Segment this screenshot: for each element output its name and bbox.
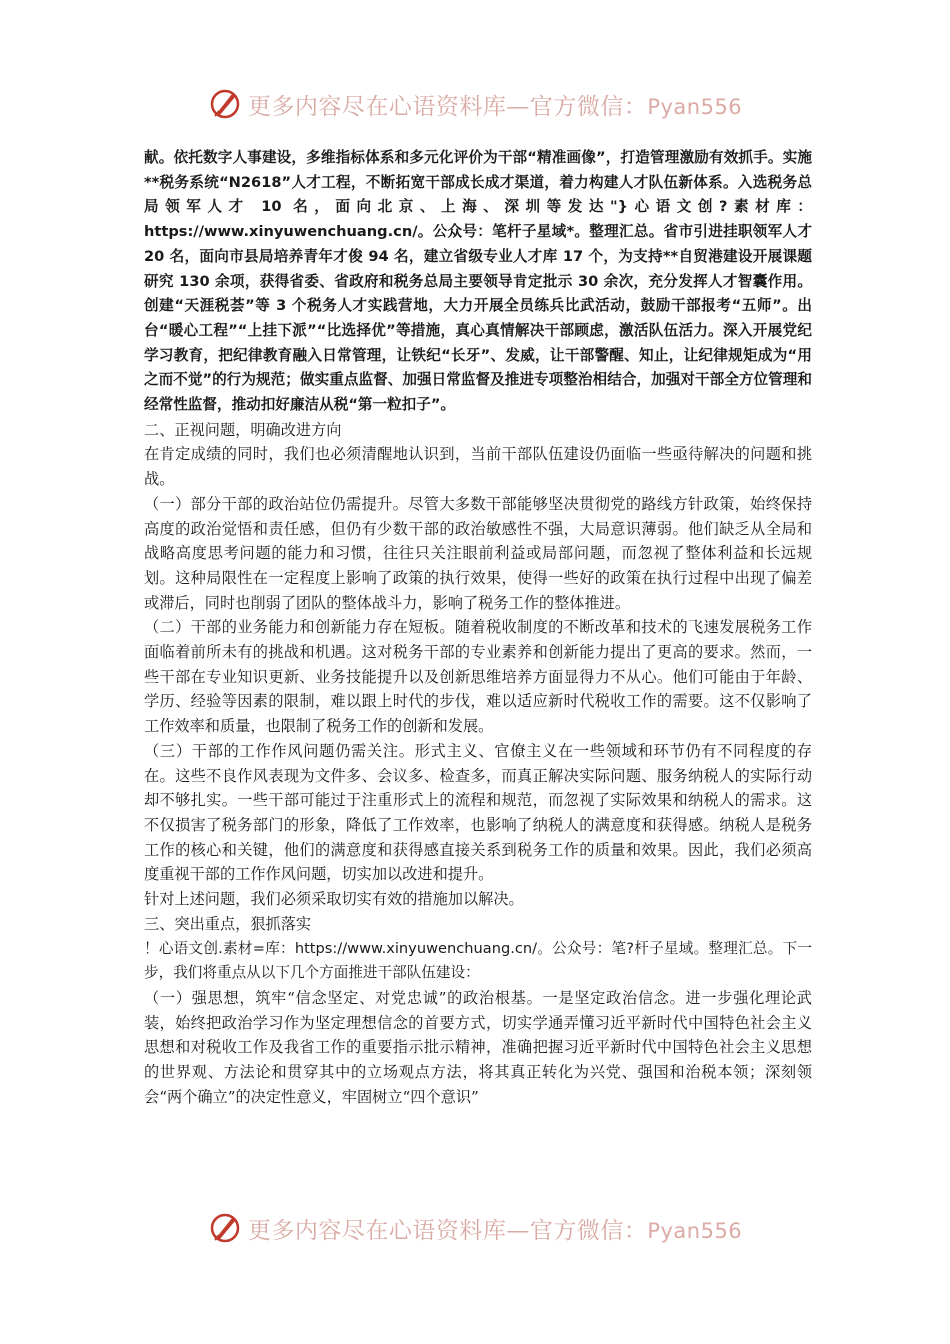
paragraph: （二）干部的业务能力和创新能力存在短板。随着税收制度的不断改革和技术的飞速发展税务工作面临着前所未有的挑战和机遇。这对税务干部的专业素养和创新能力提出了更高的要求。然而，一些干部在专业知识更新、业务技能提升以及创新思维培养方面显得力不从心。他们可能由于年龄、学历、经验等因素的限制，难以跟上时代的步伐，难以适应新时代税收工作的需要。这不仅影响了工作效率和质量，也限制了税务工作的创新和发展。 xyxy=(144,618,812,736)
header-watermark-banner xyxy=(0,82,950,126)
pen-circle-logo-icon xyxy=(208,87,242,121)
banner-text: 更多内容尽在心语资料库—官方微信：Pyan556 xyxy=(247,93,743,120)
paragraph: 在肯定成绩的同时，我们也必须清醒地认识到，当前干部队伍建设仍面临一些亟待解决的问题和挑战。 xyxy=(144,445,812,489)
paragraph: 献。依托数字人事建设，多维指标体系和多元化评价为干部“精准画像”，打造管理激励有效抓手。实施**税务系统“N2618”人才工程，不断拓宽干部成长成才渠道，着力构建人才队伍新体系。入选税务总局领军人才 10 名，面向北京、上海、深圳等发达"}心语文创?素材库：https://www.xinyuwenchuang.cn/。公众号：笔杆子星域*。整理汇总。省市引进挂职领军人才 20 名，面向市县局培养青年才俊 94 名，建立省级专业人才库 17 个，为支持**自贸港建设开展课题研究 130 余项，获得省委、省政府和税务总局主要领导肯定批示 30 余次，充分发挥人才智囊作用。创建“天涯税荟”等 3 个税务人才实践营地，大力开展全员练兵比武活动，鼓励干部报考“五师”。出台“暖心工程”“上挂下派”“比选择优”等措施，真心真情解决干部顾虑，激活队伍活力。深入开展党纪学习教育，把纪律教育融入日常管理，让铁纪“长牙”、发威，让干部警醒、知止，让纪律规矩成为“用之而不觉”的行为规范；做实重点监督、加强日常监督及推进专项整治相结合，加强对干部全方位管理和经常性监督，推动扣好廉洁从税“第一粒扣子”。 xyxy=(144,149,812,414)
paragraph: （一）强思想，筑牢“信念坚定、对党忠诚”的政治根基。一是坚定政治信念。进一步强化理论武装，始终把政治学习作为坚定理想信念的首要方式，切实学通弄懂习近平新时代中国特色社会主义思想和对税收工作及我省工作的重要指示批示精神，准确把握习近平新时代中国特色社会主义思想的世界观、方法论和贯穿其中的立场观点方法，将其真正转化为兴党、强国和治税本领；深刻领会“两个确立”的决定性意义，牢固树立“四个意识” xyxy=(144,988,812,1106)
paragraph: （一）部分干部的政治站位仍需提升。尽管大多数干部能够坚决贯彻党的路线方针政策，始终保持高度的政治觉悟和责任感，但仍有少数干部的政治敏感性不强，大局意识薄弱。他们缺乏从全局和战略高度思考问题的能力和习惯，往往只关注眼前利益或局部问题，而忽视了整体利益和长远规划。这种局限性在一定程度上影响了政策的执行效果，使得一些好的政策在执行过程中出现了偏差或滞后，同时也削弱了团队的整体战斗力，影响了税务工作的整体推进。 xyxy=(144,494,812,612)
pen-circle-logo-icon xyxy=(208,1211,242,1245)
paragraph: （三）干部的工作作风问题仍需关注。形式主义、官僚主义在一些领域和环节仍有不同程度的存在。这些不良作风表现为文件多、会议多、检查多，而真正解决实际问题、服务纳税人的实际行动却不够扎实。一些干部可能过于注重形式上的流程和规范，而忽视了实际效果和纳税人的需求。这不仅损害了税务部门的形象，降低了工作效率，也影响了纳税人的满意度和获得感。纳税人是税务工作的核心和关键，他们的满意度和获得感直接关系到税务工作的质量和效果。因此，我们必须高度重视干部的工作作风问题，切实加以改进和提升。 xyxy=(144,741,812,884)
banner-text: 更多内容尽在心语资料库—官方微信：Pyan556 xyxy=(247,1217,743,1244)
footer-watermark-banner xyxy=(0,1206,950,1250)
document-body xyxy=(144,146,812,1109)
section-heading: 二、正视问题，明确改进方向 xyxy=(144,420,342,439)
section-heading: 三、突出重点，狠抓落实 xyxy=(144,914,312,933)
paragraph: ！心语文创.素材=库：https://www.xinyuwenchuang.cn/。公众号：笔?杆子星域。整理汇总。下一步，我们将重点从以下几个方面推进干部队伍建设： xyxy=(144,939,812,982)
paragraph: 针对上述问题，我们必须采取切实有效的措施加以解决。 xyxy=(144,890,524,909)
